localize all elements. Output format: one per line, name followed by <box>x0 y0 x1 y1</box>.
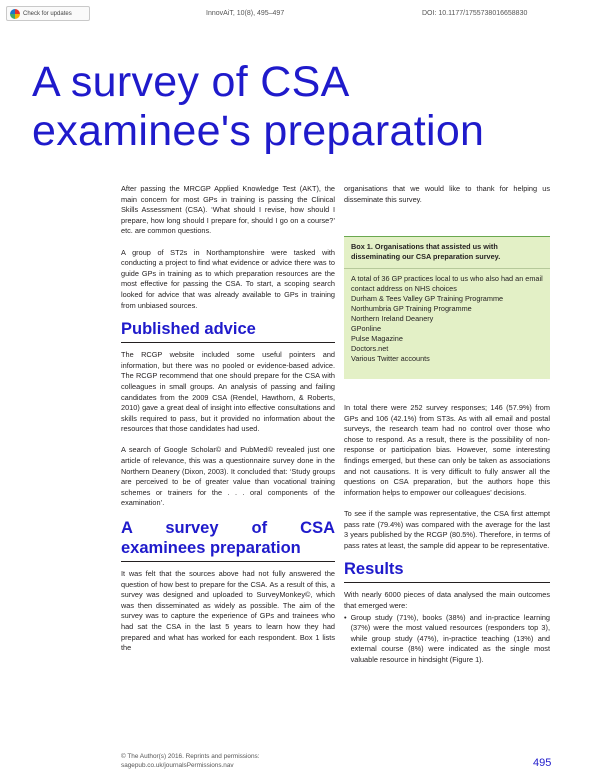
results-heading: Results <box>344 559 550 583</box>
results-bullet-item <box>344 613 550 666</box>
box-1-item: Northumbria GP Training Programme <box>351 304 472 313</box>
intro-paragraph-2: A group of ST2s in Northamptonshire were tasked with conducting a project to find what evidence or advice there was to guide GPs in training as to which preparation resources are the most effective for passing the CSA. To start, a scoping search looked for advice that was already available to GPs in training from unbiased sources. <box>121 247 335 310</box>
col2-continuation-paragraph: organisations that we would like to thank for helping us disseminate this survey. <box>344 184 550 204</box>
results-paragraph: With nearly 6000 pieces of data analysed the main outcomes that emerged were: <box>344 590 550 610</box>
article-title: A survey of CSA examinee's preparation <box>32 58 485 155</box>
right-column-top <box>344 184 550 205</box>
survey-section-heading: A survey of CSA examinees preparation <box>121 518 335 562</box>
intro-paragraph-1: After passing the MRCGP Applied Knowledge Test (AKT), the main concern for most GPs in training is passing the Clinical Skills Assessment (CSA). ‘What should I revise, how should I prepare, how long should I prepare for, should I go on a course?’ etc. are common questions. <box>121 184 335 236</box>
journal-citation: InnovAiT, 10(8), 495–497 <box>206 10 285 17</box>
doi: DOI: 10.1177/1755738016658830 <box>422 10 528 17</box>
box-1-item: Various Twitter accounts <box>351 354 430 363</box>
results-intro-paragraph-1: In total there were 252 survey responses; 146 (57.9%) from GPs and 106 (42.1%) from ST3s. As with all email and postal surveys, the research team had no control over those who chose to respond. As a result, there is the possibility of non-response or participation bias. However, some interesting findings emerged, but these can only be taken as associations and not causations. It is very difficult to fully answer all the questions on CSA preparation, but the authors hope this information helps to empower our colleagues’ decisions. <box>344 403 550 497</box>
published-advice-heading: Published advice <box>121 319 335 343</box>
crossmark-icon <box>10 9 20 19</box>
bullet-icon: • <box>344 612 347 622</box>
copyright-line: © The Author(s) 2016. Reprints and permissions: <box>121 753 260 760</box>
check-for-updates-badge[interactable] <box>6 6 90 21</box>
results-bullet-text: Group study (71%), books (38%) and in-practice learning (37%) were the most valued resources (responders top 3), while group study (47%), in-practice teaching (13%) and external course (8%) were indicated as the single most valuable resource in hindsight (Figure 1). <box>350 612 550 664</box>
box-1-item: Doctors.net <box>351 344 389 353</box>
box-1-item: GPonline <box>351 324 382 333</box>
box-1-title: Box 1. Organisations that assisted us with disseminating our CSA preparation survey. <box>344 237 550 269</box>
left-column <box>121 184 335 654</box>
right-column-bottom <box>344 403 550 665</box>
published-advice-paragraph-2: A search of Google Scholar© and PubMed© revealed just one article of relevance, this was a questionnaire survey done in the Northern Deanery (Dixon, 2003). It concluded that: ‘Study groups are perceived to be of greater value than vocational training schemes or trainers for the . . . oral components of the examination’. <box>121 445 335 508</box>
box-1-list <box>344 269 550 364</box>
check-for-updates-label: Check for updates <box>23 10 72 17</box>
permissions-link[interactable]: sagepub.co.uk/journalsPermissions.nav <box>121 762 234 769</box>
box-1-item: Northern Ireland Deanery <box>351 314 434 323</box>
survey-section-paragraph-1: It was felt that the sources above had not fully answered the question of how best to prepare for the CSA. As a result of this, a survey was designed and uploaded to SurveyMonkey©, which was then disseminated as widely as possible. The aim of the survey was to capture the experience of GPs and trainees who had sat the CSA in the last 5 years to learn how they had prepared and what has worked for each respondent. Box 1 lists the <box>121 569 335 653</box>
box-1-item: Durham & Tees Valley GP Training Programme <box>351 294 504 303</box>
box-1-item: Pulse Magazine <box>351 334 403 343</box>
page-number: 495 <box>533 757 552 769</box>
box-1-item: A total of 36 GP practices local to us who also had an email contact address on NHS choices <box>351 274 543 293</box>
results-intro-paragraph-2: To see if the sample was representative, the CSA first attempt pass rate (79.4%) was compared with the average for the last 3 years published by the RCGP (80.5%). Therefore, in terms of pass rates at least, the sample did appear to be representative. <box>344 508 550 550</box>
box-1 <box>344 236 550 379</box>
published-advice-paragraph-1: The RCGP website included some useful pointers and information, but there was no pooled or evidence-based advice. The RCGP recommend that one should prepare for the CSA with colleagues in small groups. An analysis of passing and failing candidates from the 2009 CSA (Rendel, Hawthorn, & Roberts, 2010) gave a great deal of insight into effective consultations and skills required to pass, but it provided no information about the resources that those candidates had used. <box>121 350 335 434</box>
copyright-footer <box>121 752 260 770</box>
